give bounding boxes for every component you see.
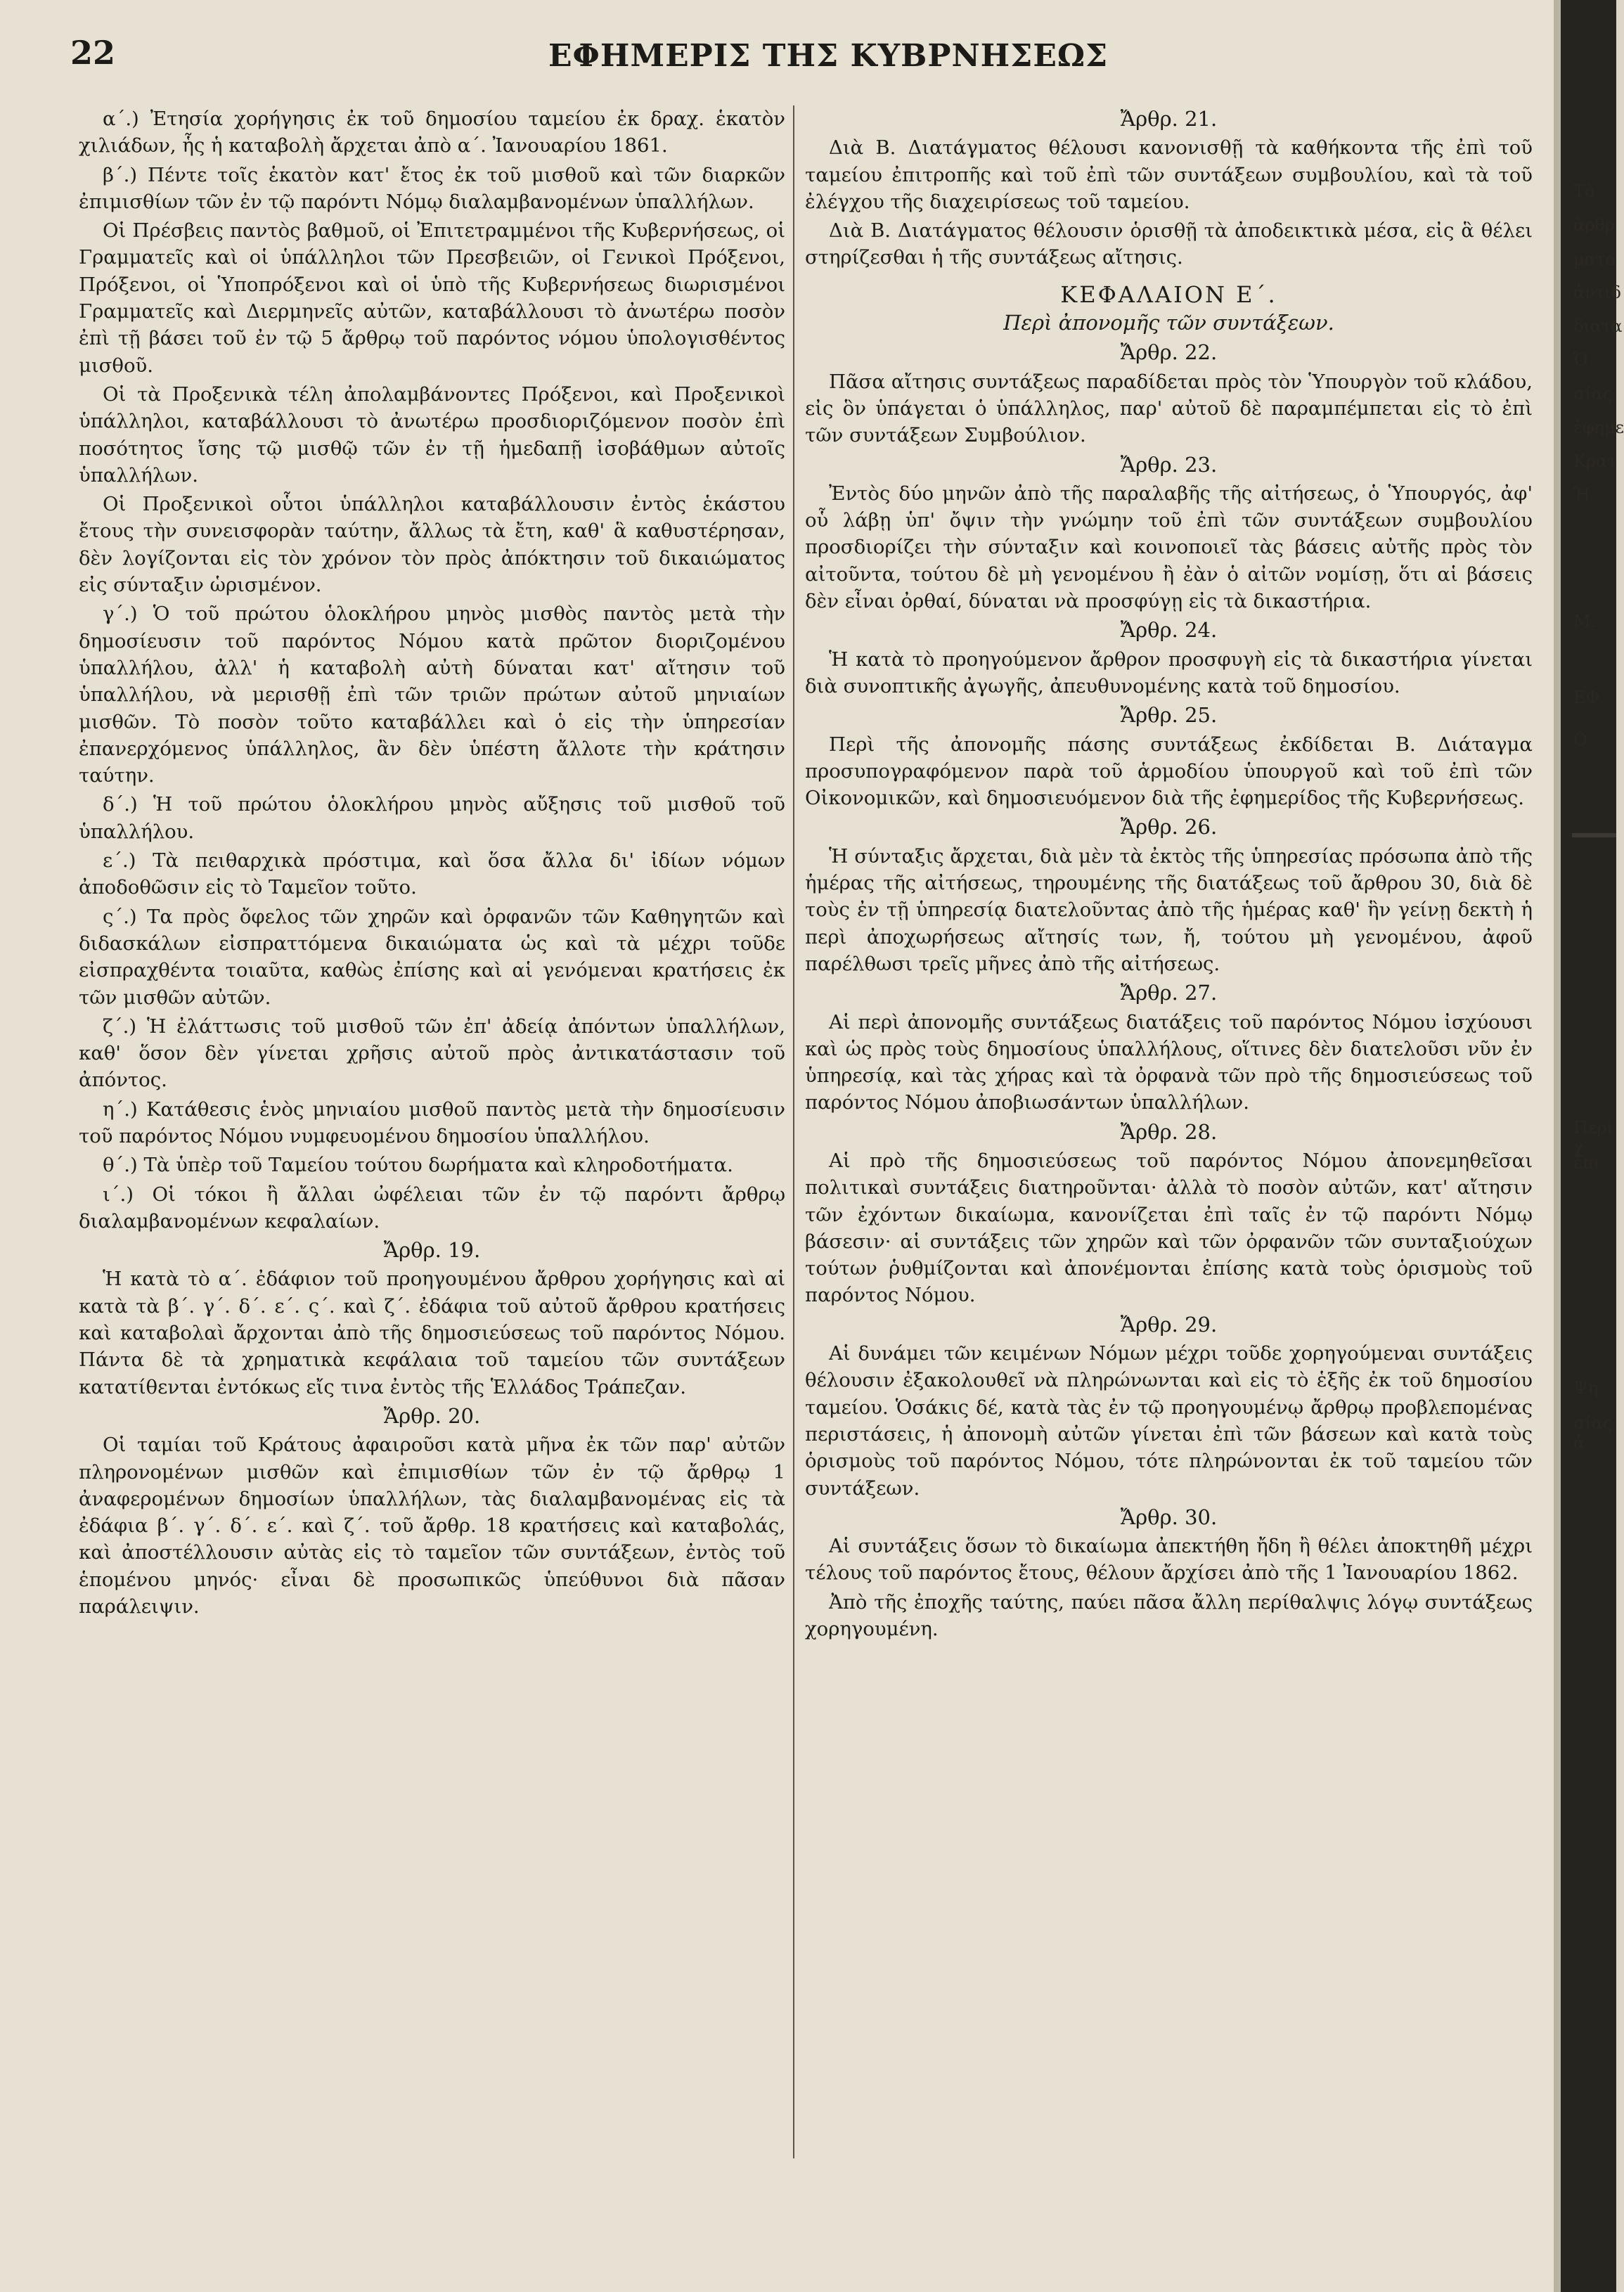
page-number: 22: [70, 34, 116, 72]
column-divider: [793, 105, 794, 2158]
paragraph: Οἱ ταμίαι τοῦ Κράτους ἀφαιροῦσι κατὰ μῆνα ἐκ τῶν παρ' αὐτῶν πληρονομένων μισθῶν καὶ ἐπιμισθίων τῶν ἐν τῷ ἄρθρῳ 1 ἀναφερομένων δημοσίων ὑπαλλήλων, τὰς διαλαμβανομένας εἰς τὰ ἐδάφια β΄. γ΄. δ΄. ε΄. καὶ ζ΄. τοῦ ἄρθρ. 18 κρατήσεις καὶ καταβολάς, καὶ ἀποστέλλουσιν αὐτὰς εἰς τὸ ταμεῖον τῶν συντάξεων, ἐντὸς τοῦ ἑπομένου μηνός· εἶναι δὲ προσωπικῶς ὑπεύθυνοι διὰ πᾶσαν παράλειψιν.: [79, 1434, 785, 1618]
page-edge: [1554, 0, 1561, 2292]
paragraph: Ἡ κατὰ τὸ προηγούμενον ἄρθρον προσφυγὴ εἰς τὰ δικαστήρια γίνεται διὰ συνοπτικῆς ἀγωγῆς, ἀπευθυνομένης κατὰ τοῦ δημοσίου.: [805, 648, 1533, 697]
chapter-subtitle: Περὶ ἀπονομῆς τῶν συντάξεων.: [1003, 311, 1334, 335]
margin-fragment: ματο: [1573, 250, 1616, 269]
article-heading: Ἄρθρ. 23.: [1120, 452, 1218, 477]
margin-fragment: Περὶ χ: [1573, 1118, 1613, 1157]
paragraph: ι΄.) Οἱ τόκοι ἢ ἄλλαι ὠφέλειαι τῶν ἐν τῷ παρόντι ἄρθρῳ διαλαμβανομένων κεφαλαίων.: [79, 1183, 785, 1232]
paragraph: Αἱ συντάξεις ὅσων τὸ δικαίωμα ἀπεκτήθη ἤδη ἢ θέλει ἀποκτηθῆ μέχρι τέλους τοῦ παρόντος ἔτους, θέλουν ἄρχίσει ἀπὸ τῆς 1 Ἰανουαρίου 1862.: [805, 1535, 1533, 1585]
article-heading: Ἄρθρ. 24.: [1120, 618, 1218, 643]
paragraph: Αἱ πρὸ τῆς δημοσιεύσεως τοῦ παρόντος Νόμου ἀπονεμηθεῖσαι πολιτικαὶ συντάξεις διατηροῦνται· ἀλλὰ τὸ ποσὸν αὐτῶν, κατ' αἴτησιν τῶν ἐχόντων δικαίωμα, κανονίζεται ἐπὶ ταῖς ἐν τῷ παρόντι Νόμῳ βάσεσιν· αἱ συντάξεις τῶν χηρῶν καὶ τῶν ὀρφανῶν τῶν συνταξιούχων τούτων ῥυθμίζονται καὶ ἀπονέμονται ἐπίσης κατὰ τοὺς ὁρισμοὺς τοῦ παρόντος Νόμου.: [805, 1149, 1533, 1307]
margin-fragment: ἄρθρ: [1573, 215, 1615, 235]
adjacent-page-rule: [1572, 833, 1616, 837]
chapter-heading: ΚΕΦΑΛΑΙΟΝ Ε΄.: [1060, 281, 1277, 308]
paragraph: α΄.) Ἐτησία χορήγησις ἐκ τοῦ δημοσίου ταμείου ἐκ δραχ. ἑκατὸν χιλιάδων, ἧς ἡ καταβολὴ ἄρχεται ἀπὸ α΄. Ἰανουαρίου 1861.: [79, 108, 785, 157]
margin-fragment: ἀντιδ: [1573, 283, 1621, 302]
paragraph: Οἱ τὰ Προξενικὰ τέλη ἀπολαμβάνοντες Πρόξενοι, καὶ Προξενικοὶ ὑπάλληλοι, καταβάλλουσι τὸ ἀνωτέρω προσδιοριζόμενον ποσὸν ἐπὶ ποσότητος ἴσης τῷ μισθῷ τῶν ἐν τῇ ἡμεδαπῇ ἰσοβάθμων αὐτοῖς ὑπαλλήλων.: [79, 382, 785, 487]
paragraph: Ἐντὸς δύο μηνῶν ἀπὸ τῆς παραλαβῆς τῆς αἰτήσεως, ὁ Ὑπουργός, ἀφ' οὗ λάβῃ ὑπ' ὄψιν τὴν γνώμην τοῦ ἐπὶ τῶν συντάξεων συμβουλίου προσδιορίζει τὴν σύνταξιν καὶ κοινοποιεῖ τὰς βάσεις αὐτῆς πρὸς τὸν αἰτοῦντα, τούτου δὲ μὴ γενομένου ἢ ἐὰν ὁ αἰτῶν νομίσῃ, ὅτι αἱ βάσεις δὲν εἶναι ὀρθαί, δύναται νὰ προσφύγῃ εἰς τὰ δικαστήρια.: [805, 482, 1533, 613]
margin-fragment: σίας ἀ: [1573, 1413, 1613, 1453]
running-title: ΕΦΗΜΕΡΙΣ ΤΗΣ ΚΥΒΡΝΗΣΕΩΣ: [548, 38, 1109, 74]
margin-fragment: διατα: [1573, 316, 1623, 336]
paragraph: Διὰ Β. Διατάγματος θέλουσιν ὁρισθῇ τὰ ἀποδεικτικὰ μέσα, εἰς ἃ θέλει στηρίζεσθαι ἡ τῆς συντάξεως αἴτησις.: [805, 219, 1533, 269]
paragraph: δ΄.) Ἡ τοῦ πρώτου ὁλοκλήρου μηνὸς αὔξησις τοῦ μισθοῦ τοῦ ὑπαλλήλου.: [79, 793, 785, 843]
paragraph: Ἡ σύνταξις ἄρχεται, διὰ μὲν τὰ ἐκτὸς τῆς ὑπηρεσίας πρόσωπα ἀπὸ τῆς ἡμέρας τῆς αἰτήσεως, τηρουμένης τῆς διατάξεως τοῦ ἄρθρου 30, διὰ δὲ τοὺς ἐν τῇ ὑπηρεσίᾳ διατελοῦντας ἀπὸ τῆς ἡμέρας καθ' ἣν γείνῃ δεκτὴ ἡ περὶ ἀποχωρήσεως αἴτησίς των, ἤ, τούτου μὴ γενομένου, ἀφοῦ παρέλθωσι τρεῖς μῆνες ἀπὸ τῆς αἰτήσεως.: [805, 844, 1533, 975]
paragraph: η΄.) Κατάθεσις ἑνὸς μηνιαίου μισθοῦ παντὸς μετὰ τὴν δημοσίευσιν τοῦ παρόντος Νόμου νυμφευομένου δημοσίου ὑπαλλήλου.: [79, 1097, 785, 1147]
paragraph: Πᾶσα αἴτησις συντάξεως παραδίδεται πρὸς τὸν Ὑπουργὸν τοῦ κλάδου, εἰς ὃν ὑπάγεται ὁ ὑπάλληλος, παρ' αὐτοῦ δὲ παραμπέμπεται εἰς τὸ ἐπὶ τῶν συντάξεων Συμβούλιον.: [805, 370, 1533, 447]
paragraph: ε΄.) Τὰ πειθαρχικὰ πρόστιμα, καὶ ὅσα ἄλλα δι' ἰδίων νόμων ἀποδοθῶσιν εἰς τὸ Ταμεῖον τοῦτο.: [79, 849, 785, 899]
article-heading: Ἄρθρ. 28.: [1120, 1119, 1218, 1144]
margin-fragment: ΕΦ: [1573, 688, 1600, 707]
margin-fragment: ἐπὶ: [1573, 1153, 1601, 1173]
article-heading: Ἄρθρ. 25.: [1120, 703, 1218, 728]
article-heading: Ἄρθρ. 30.: [1120, 1505, 1218, 1529]
page-header: [70, 34, 1519, 90]
paragraph: Αἱ δυνάμει τῶν κειμένων Νόμων μέχρι τοῦδε χορηγούμεναι συντάξεις θέλουσιν ἐξακολουθεῖ νὰ πληρώνωνται καὶ εἰς τὸ ἑξῆς ἐκ τοῦ δημοσίου ταμείου. Ὁσάκις δέ, κατὰ τὰς ἐν τῷ προηγουμένῳ ἄρθρῳ προβλεπομένας περιστάσεις, ἡ ἀπονομὴ αὐτῶν γίνεται ἐπὶ τῶν βάσεων καὶ κατὰ τοὺς ὁρισμοὺς τοῦ παρόντος Νόμου, τότε πληρώνονται ἐκ τοῦ ταμείου τῶν συντάξεων.: [805, 1342, 1533, 1500]
paragraph: Αἱ περὶ ἀπονομῆς συντάξεως διατάξεις τοῦ παρόντος Νόμου ἰσχύουσι καὶ ὡς πρὸς τοὺς δημοσίους ὑπαλλήλους, οἵτινες δὲν διατελοῦσι νῦν ἐν ὑπηρεσίᾳ, καὶ τὰς χήρας καὶ τὰ ὀρφανὰ τῶν πρὸ τῆς δημοσιεύσεως τοῦ παρόντος Νόμου ἀποβιωσάντων ὑπαλλήλων.: [805, 1010, 1533, 1114]
paragraph: Περὶ τῆς ἀπονομῆς πάσης συντάξεως ἐκδίδεται Β. Διάταγμα προσυπογραφόμενον παρὰ τοῦ ἁρμοδίου ὑπουργοῦ καὶ τοῦ ἐπὶ τῶν Οἰκονομικῶν, καὶ δημοσιευόμενον διὰ τῆς ἐφημερίδος τῆς Κυβερνήσεως.: [805, 733, 1533, 810]
paragraph: ς΄.) Τα πρὸς ὄφελος τῶν χηρῶν καὶ ὀρφανῶν τῶν Καθηγητῶν καὶ διδασκάλων εἰσπραττόμενα δικαιώματα ὡς καὶ τὰ μέχρι τοῦδε εἰσπραχθέντα τοιαῦτα, καθὼς ἐπίσης καὶ αἱ γενόμεναι κρατήσεις ἐκ τῶν μισθῶν αὐτῶν.: [79, 905, 785, 1009]
paragraph: Διὰ Β. Διατάγματος θέλουσι κανονισθῇ τὰ καθήκοντα τῆς ἐπὶ τοῦ ταμείου ἐπιτροπῆς καὶ τοῦ ἐπὶ τῶν συντάξεων συμβουλίου, καὶ τὰ τοῦ ἐλέγχου τῆς διαχειρίσεως τοῦ ταμείου.: [805, 136, 1533, 213]
paragraph: Οἱ Πρέσβεις παντὸς βαθμοῦ, οἱ Ἐπιτετραμμένοι τῆς Κυβερνήσεως, οἱ Γραμματεῖς καὶ οἱ ὑπάλληλοι τῶν Πρεσβειῶν, οἱ Γενικοὶ Πρόξενοι, Πρόξενοι, οἱ Ὑποπρόξενοι καὶ οἱ ὑπὸ τῆς Κυβερνήσεως διωρισμένοι Γραμματεῖς καὶ Διερμηνεῖς αὐτῶν, καταβάλλουσι τὸ ἀνωτέρω ποσὸν ἐπὶ τῇ βάσει τοῦ ἐν τῷ 5 ἄρθρῳ τοῦ παρόντος νόμου ὑπολογισθέντος μισθοῦ.: [79, 219, 785, 377]
article-heading: Ἄρθρ. 27.: [1120, 981, 1218, 1005]
article-heading: Ἄρθρ. 22.: [1120, 340, 1218, 365]
article-heading: Ἄρθρ. 19.: [383, 1238, 481, 1263]
margin-fragment: Ὁ: [1573, 350, 1588, 370]
margin-fragment: Ψη: [1573, 1378, 1599, 1398]
paragraph: θ΄.) Τὰ ὑπὲρ τοῦ Ταμείου τούτου δωρήματα καὶ κληροδοτήματα.: [103, 1154, 733, 1177]
paragraph: γ΄.) Ὁ τοῦ πρώτου ὁλοκλήρου μηνὸς μισθὸς παντὸς μετὰ τὴν δημοσίευσιν τοῦ παρόντος Νόμου κατὰ πρῶτον διοριζομένου ὑπαλλήλου, ἀλλ' ἡ καταβολὴ αὐτὴ δύναται κατ' αἴτησιν τοῦ ὑπαλλήλου, νὰ μερισθῇ ἐπὶ τῶν τριῶν πρώτων αὐτοῦ μηνιαίων μισθῶν. Τὸ ποσὸν τοῦτο καταβάλλει καὶ ὁ εἰς τὴν ὑπηρεσίαν ἐπανερχόμενος ὑπάλληλος, ἂν δὲν ὑπέστη ἄλλοτε τὴν κράτησιν ταύτην.: [79, 603, 785, 787]
paragraph: ζ΄.) Ἡ ἐλάττωσις τοῦ μισθοῦ τῶν ἐπ' ἀδείᾳ ἀπόντων ὑπαλλήλων, καθ' ὅσον δὲν γίνεται χρῆσις αὐτοῦ πρὸς ἀντικατάστασιν τοῦ ἀπόντος.: [79, 1015, 785, 1092]
margin-fragment: ἐφημε: [1573, 418, 1624, 437]
paragraph: Οἱ Προξενικοὶ οὗτοι ὑπάλληλοι καταβάλλουσιν ἐντὸς ἑκάστου ἔτους τὴν συνεισφορὰν ταύτην, ἄλλως τὰ ἔτη, καθ' ἃ καθυστέρησαν, δὲν λογίζονται εἰς τὸν χρόνον τὸν πρὸς ἀπόκτησιν τοῦ δικαιώματος εἰς σύνταξιν ὡρισμένον.: [79, 493, 785, 597]
left-column: [79, 105, 785, 1622]
article-heading: Ἄρθρ. 26.: [1120, 815, 1218, 839]
margin-fragment: Ο: [1573, 730, 1587, 749]
margin-fragment: Κρατ: [1573, 451, 1617, 471]
margin-fragment: Μ.: [1573, 612, 1597, 631]
right-column: [805, 105, 1533, 1644]
paragraph: β΄.) Πέντε τοῖς ἑκατὸν κατ' ἔτος ἐκ τοῦ μισθοῦ καὶ τῶν διαρκῶν ἐπιμισθίων τῶν ἐν τῷ παρόντι Νόμῳ διαλαμβανομένων ὑπαλλήλων.: [79, 163, 785, 213]
article-heading: Ἄρθρ. 29.: [1120, 1312, 1218, 1337]
article-heading: Ἄρθρ. 20.: [383, 1403, 481, 1428]
margin-fragment: Τὸ: [1573, 181, 1595, 201]
paragraph: Ἡ κατὰ τὸ α΄. ἐδάφιον τοῦ προηγουμένου ἄρθρου χορήγησις καὶ αἱ κατὰ τὰ β΄. γ΄. δ΄. ε΄. ς΄. καὶ ζ΄. ἐδάφια τοῦ αὐτοῦ ἄρθρου κρατήσεις καὶ καταβολαὶ ἄρχονται ἀπὸ τῆς δημοσιεύσεως τοῦ παρόντος Νόμου. Πάντα δὲ τὰ χρηματικὰ κεφάλαια τοῦ ταμείου τῶν συντάξεων κατατίθενται ἐντόκως εἴς τινα ἐντὸς τῆς Ἑλλάδος Τράπεζαν.: [79, 1268, 785, 1398]
margin-fragment: Ἡ: [1573, 485, 1590, 505]
paragraph: Ἀπὸ τῆς ἐποχῆς ταύτης, παύει πᾶσα ἄλλη περίθαλψις λόγῳ συντάξεως χορηγουμένη.: [805, 1590, 1533, 1641]
margin-fragment: σίας: [1573, 384, 1613, 404]
article-heading: Ἄρθρ. 21.: [1120, 107, 1218, 131]
